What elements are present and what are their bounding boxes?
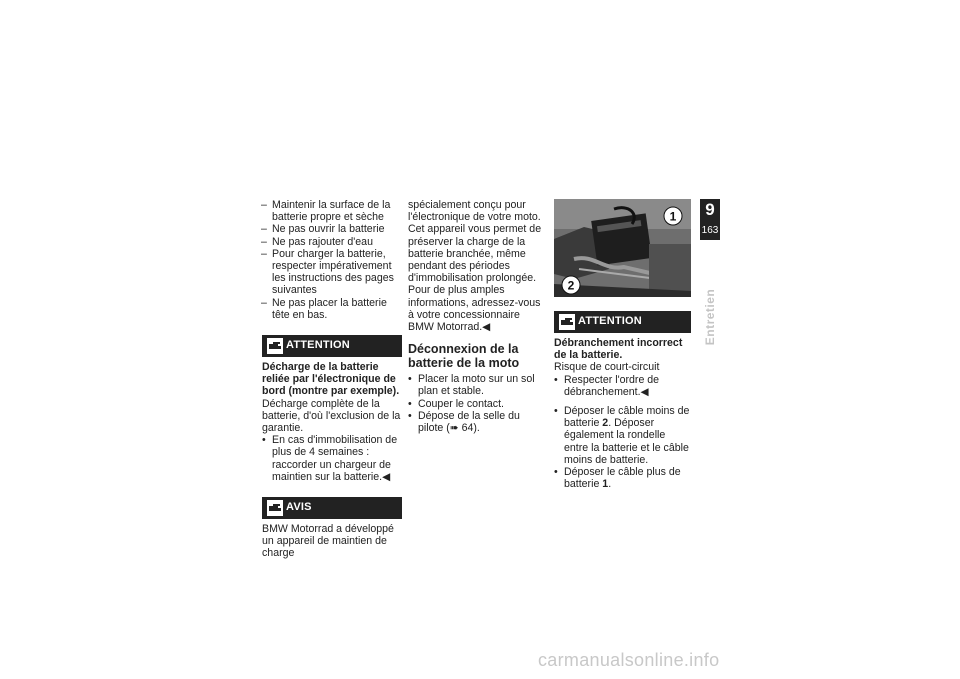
avis-text-continued: spécialement conçu pour l'électronique de votre moto. Cet appareil vous permet de préserver la charge de la batterie branchée, même pendant des périodes d'immobilisation prolongée. Pour de plus amples informations, adressez-vous à votre concessionnaire BMW Motorrad.◀ — [408, 199, 542, 334]
step-text: Déposer le câble moins de batterie — [564, 405, 690, 430]
hand-warning-icon — [559, 314, 575, 330]
step-text: . — [608, 478, 612, 491]
bullet-item: • Placer la moto sur un sol plan et stable. — [408, 373, 548, 397]
hand-pointing-icon — [267, 500, 283, 516]
bullet-item: • Dépose de la selle du pilote (➠ 64). — [408, 410, 548, 434]
section-tab — [703, 287, 719, 347]
dash-item: – Maintenir la surface de la batterie propre et sèche — [262, 199, 402, 223]
bullet-item: • Respecter l'ordre de débranchement.◀ — [554, 374, 691, 398]
bullet-item: • En cas d'immobilisation de plus de 4 semaines : raccorder un chargeur de maintien sur la batterie.◀ — [262, 434, 402, 483]
section-heading: Déconnexion de la batterie de la moto — [408, 342, 520, 370]
dash-item: – Pour charger la batterie, respecter impérativement les instructions des pages suivantes — [262, 248, 402, 297]
attention-text: Décharge complète de la batterie, d'où l'exclusion de la garantie. — [262, 397, 401, 435]
attention-label: ATTENTION — [578, 315, 642, 327]
chapter-tab — [700, 199, 720, 240]
attention-heading: Débranchement incorrect de la batterie. — [554, 337, 683, 362]
column-middle — [408, 199, 548, 434]
bullet-item: • Couper le contact. — [408, 398, 548, 410]
chapter-number: 9 — [705, 200, 715, 219]
section-label: Entretien — [703, 288, 717, 346]
callout-2-label: 2 — [567, 278, 575, 293]
avis-banner — [262, 497, 402, 519]
battery-photo — [554, 199, 691, 297]
page-number: 163 — [701, 225, 719, 236]
step-item — [554, 405, 691, 466]
watermark: carmanualsonline.info — [538, 650, 720, 670]
hand-warning-icon — [267, 338, 283, 354]
step-text: Déposer le câble plus de batterie — [564, 466, 681, 491]
callout-1-label: 1 — [669, 209, 677, 224]
dash-item: – Ne pas rajouter d'eau — [262, 236, 402, 248]
attention-banner — [554, 311, 691, 333]
attention-label: ATTENTION — [286, 339, 350, 352]
step-ref-number: 1 — [602, 478, 609, 491]
avis-label: AVIS — [286, 501, 312, 514]
step-text: . Déposer également la rondelle entre la batterie et le câble moins de batterie. — [564, 417, 689, 466]
attention-heading: Décharge de la batterie reliée par l'électronique de bord (montre par exemple). — [262, 361, 400, 398]
column-right — [554, 199, 691, 490]
attention-banner — [262, 335, 402, 357]
column-left — [262, 199, 402, 560]
dash-item: – Ne pas placer la batterie tête en bas. — [262, 297, 402, 321]
attention-text: Risque de court-circuit — [554, 361, 660, 374]
avis-text: BMW Motorrad a développé un appareil de maintien de charge — [262, 523, 394, 560]
step-ref-number: 2 — [602, 417, 609, 430]
step-item — [554, 466, 691, 490]
dash-item: – Ne pas ouvrir la batterie — [262, 223, 402, 235]
